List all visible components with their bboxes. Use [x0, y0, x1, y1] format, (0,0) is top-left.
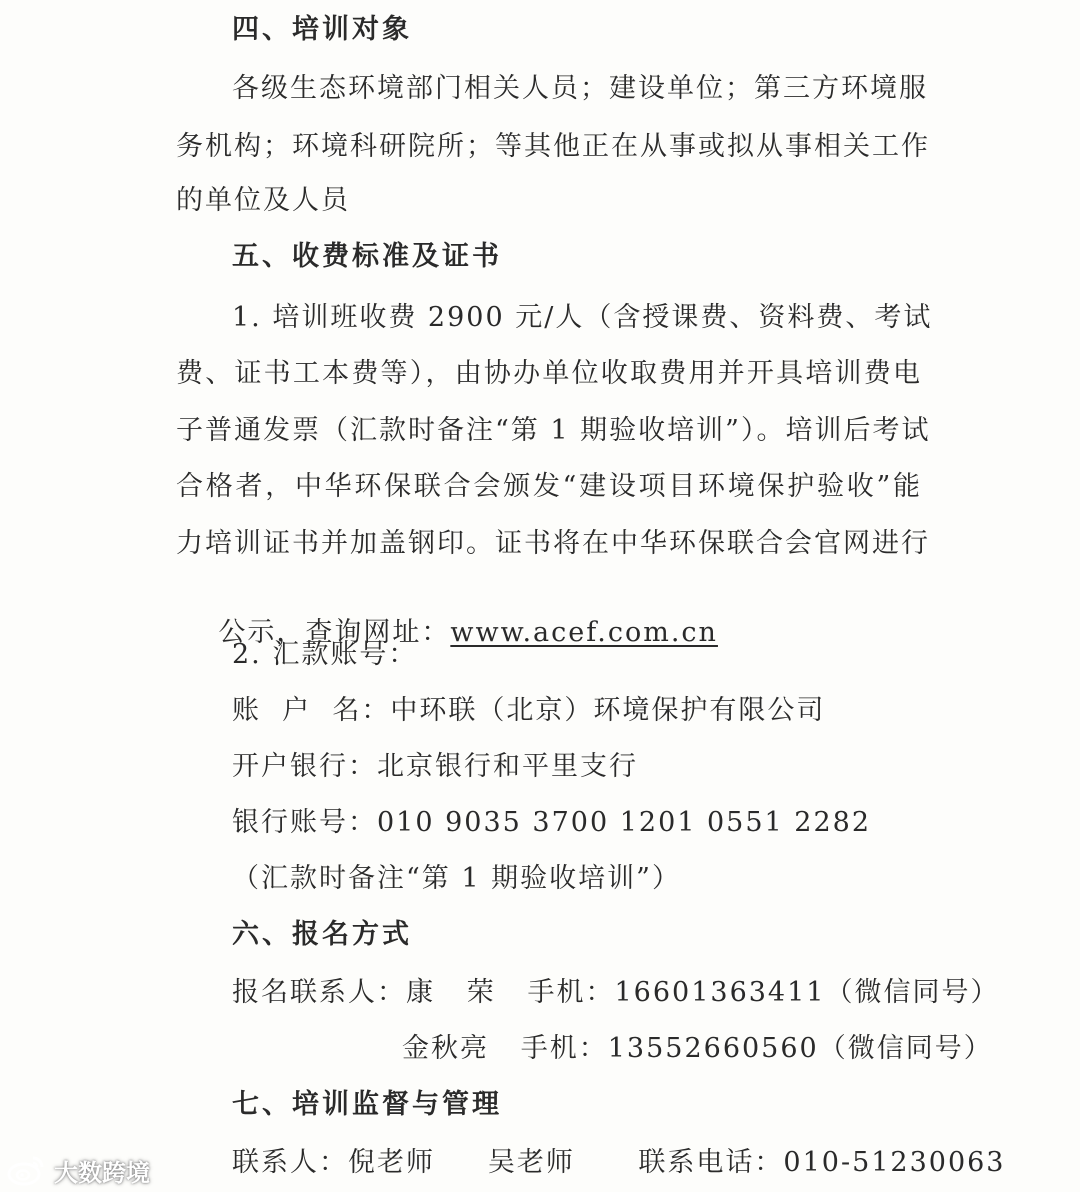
section-heading-5: 五、收费标准及证书: [232, 241, 502, 272]
fee-line-3: 子普通发票（汇款时备注“第 1 期验收培训”）。培训后考试: [176, 415, 931, 446]
supervision-contact: 联系人：倪老师 吴老师 联系电话：010-51230063: [232, 1147, 1006, 1178]
section-heading-6: 六、报名方式: [232, 919, 412, 950]
registration-contact-2: 金秋亮 手机：13552660560（微信同号）: [402, 1033, 993, 1064]
watermark: [6, 1150, 150, 1190]
bank-name: 开户银行：北京银行和平里支行: [232, 751, 638, 782]
fee-line-2: 费、证书工本费等），由协办单位收取费用并开具培训费电: [176, 358, 922, 389]
weibo-logo-icon: [6, 1153, 46, 1187]
query-prefix: 公示，查询网址：: [218, 617, 451, 648]
section4-line-1: 各级生态环境部门相关人员；建设单位；第三方环境服: [232, 73, 928, 104]
fee-line-4: 合格者，中华环保联合会颁发“建设项目环境保护验收”能: [176, 471, 922, 502]
account-number: 银行账号：010 9035 3700 1201 0551 2282: [232, 807, 872, 838]
remit-account-title: 2. 汇款账号：: [232, 639, 418, 670]
section4-line-2: 务机构；环境科研院所；等其他正在从事或拟从事相关工作: [176, 131, 930, 162]
section-heading-7: 七、培训监督与管理: [232, 1089, 502, 1120]
fee-line-5: 力培训证书并加盖钢印。证书将在中华环保联合会官网进行: [176, 528, 930, 559]
fee-line-1: 1. 培训班收费 2900 元/人（含授课费、资料费、考试: [232, 302, 933, 333]
watermark-text: 大数跨境: [54, 1158, 150, 1187]
section-heading-4: 四、培训对象: [232, 14, 412, 45]
account-name: 账 户 名：中环联（北京）环境保护有限公司: [232, 695, 826, 726]
registration-contact-1: 报名联系人：康 荣 手机：16601363411（微信同号）: [232, 977, 1000, 1008]
remit-remark: （汇款时备注“第 1 期验收培训”）: [232, 863, 681, 894]
query-url-link[interactable]: www.acef.com.cn: [450, 617, 718, 648]
section4-line-3: 的单位及人员: [176, 185, 350, 216]
